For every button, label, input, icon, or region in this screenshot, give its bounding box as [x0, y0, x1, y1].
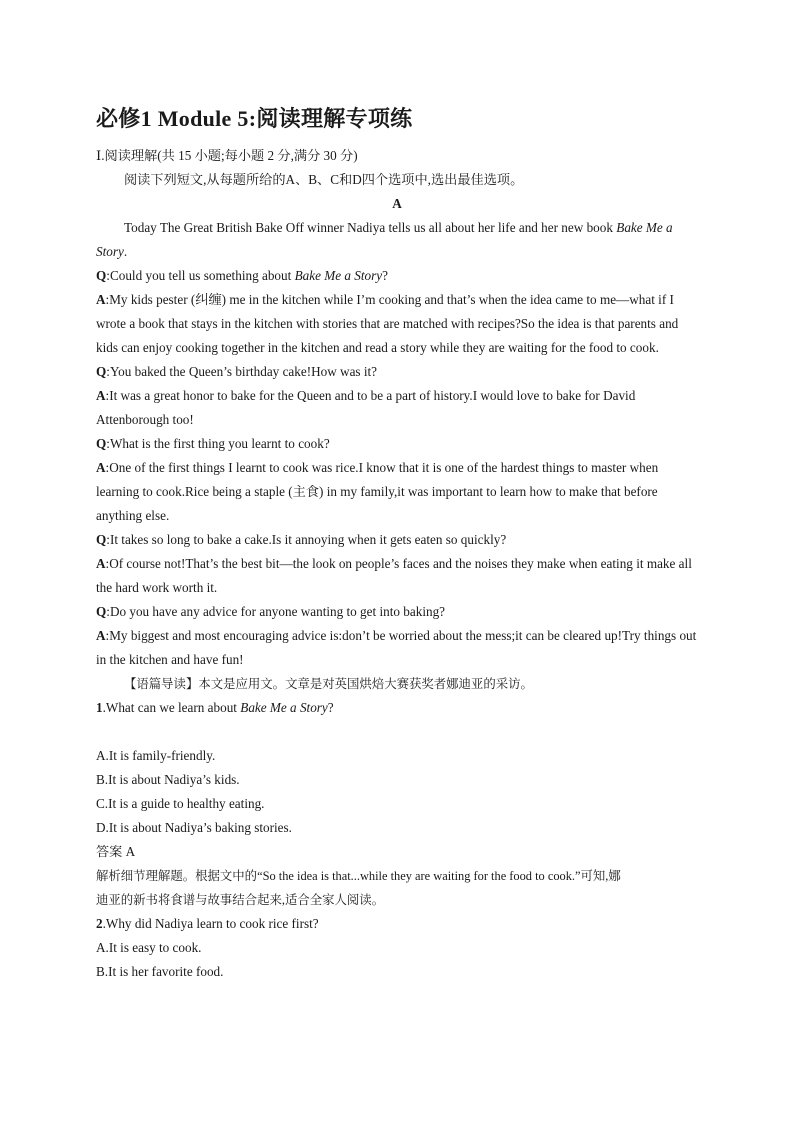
interview-question: Q:Could you tell us something about Bake Me a Story?: [96, 268, 388, 283]
interview-answer: A:My biggest and most encouraging advice is:don’t be worried about the mess;it can be cleared up!Try things out in the kitchen and have fun!: [96, 628, 697, 667]
option-a: A.It is easy to cook.: [96, 940, 202, 955]
answer: 答案 A: [96, 844, 136, 859]
interview-answer: A:Of course not!That’s the best bit—the look on people’s faces and the noises they make when eating it make all the hard work worth it.: [96, 556, 692, 595]
passage-label: A: [392, 196, 402, 211]
document-page: [96, 104, 698, 984]
option-d: D.It is about Nadiya’s baking stories.: [96, 820, 292, 835]
page-title: 必修1 Module 5:阅读理解专项练: [96, 106, 413, 131]
passage-intro: Today The Great British Bake Off winner Nadiya tells us all about her life and her new book Bake Me a Story.: [96, 220, 673, 259]
section-instruction: 阅读下列短文,从每题所给的A、B、C和D四个选项中,选出最佳选项。: [124, 172, 524, 187]
interview-answer: A:It was a great honor to bake for the Queen and to be a part of history.I would love to bake for David Attenborough too!: [96, 388, 636, 427]
interview-question: Q:What is the first thing you learnt to cook?: [96, 436, 330, 451]
interview-question: Q:You baked the Queen’s birthday cake!How was it?: [96, 364, 378, 379]
interview-qa: [96, 264, 698, 672]
passage-guide: 【语篇导读】本文是应用文。文章是对英国烘焙大赛获奖者娜迪亚的采访。: [124, 677, 533, 691]
option-a: A.It is family-friendly.: [96, 748, 216, 763]
interview-answer: A:One of the first things I learnt to cook was rice.I know that it is one of the hardest things to master when learning to cook.Rice being a staple (主食) in my family,it was important to learn how to make that before anything else.: [96, 460, 659, 523]
question-stem: 2.Why did Nadiya learn to cook rice first?: [96, 916, 319, 931]
interview-answer: A:My kids pester (纠缠) me in the kitchen while I’m cooking and that’s when the idea came to me—what if I wrote a book that stays in the kitchen with stories that are matched with recipes?So the idea is that parents and kids can enjoy cooking together in the kitchen and read a story while they are waiting for the food to cook.: [96, 292, 679, 355]
question-1: [96, 696, 698, 912]
analysis-continued: 迪亚的新书将食谱与故事结合起来,适合全家人阅读。: [96, 893, 385, 907]
option-b: B.It is her favorite food.: [96, 964, 224, 979]
option-c: C.It is a guide to healthy eating.: [96, 796, 265, 811]
question-2: [96, 912, 698, 984]
section-heading: Ⅰ.阅读理解(共 15 小题;每小题 2 分,满分 30 分): [96, 148, 358, 163]
analysis: 解析细节理解题。根据文中的“So the idea is that...while they are waiting for the food to cook.”可知,娜: [96, 869, 621, 883]
book-title: Bake Me a Story: [96, 220, 673, 259]
question-stem: 1.What can we learn about Bake Me a Story?: [96, 700, 334, 715]
option-b: B.It is about Nadiya’s kids.: [96, 772, 240, 787]
interview-question: Q:It takes so long to bake a cake.Is it annoying when it gets eaten so quickly?: [96, 532, 507, 547]
interview-question: Q:Do you have any advice for anyone wanting to get into baking?: [96, 604, 446, 619]
